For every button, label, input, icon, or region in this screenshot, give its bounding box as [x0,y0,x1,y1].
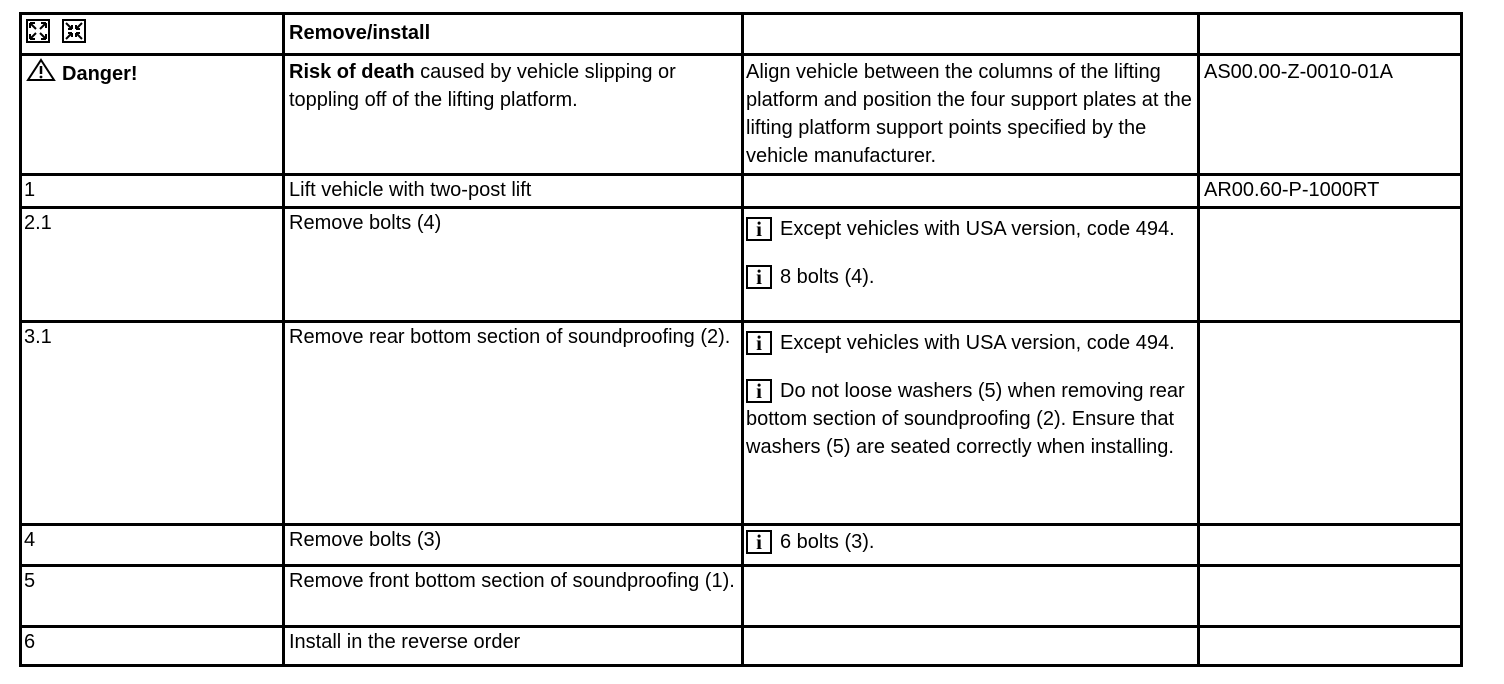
step-notes [743,208,1199,322]
table-row [21,627,1462,666]
procedure-table [19,12,1463,667]
step-number: 3.1 [21,322,284,525]
header-col3 [743,14,1199,55]
step-number: 5 [21,566,284,627]
step-ref [1199,525,1462,566]
header-title: Remove/install [284,14,743,55]
danger-label-cell [21,55,284,175]
step-action: Install in the reverse order [284,627,743,666]
header-icons-cell [21,14,284,55]
step-notes [743,525,1199,566]
info-icon: i [746,217,772,241]
danger-label: Danger! [62,63,138,85]
note-text: Except vehicles with USA version, code 494. [780,332,1175,354]
info-icon: i [746,530,772,554]
danger-row [21,55,1462,175]
risk-bold-text: Risk of death [289,61,415,83]
info-icon: i [746,331,772,355]
table-row [21,175,1462,208]
table-row [21,208,1462,322]
table-row [21,322,1462,525]
info-icon: i [746,265,772,289]
step-action: Lift vehicle with two-post lift [284,175,743,208]
step-action: Remove rear bottom section of soundproofing (2). [284,322,743,525]
info-note [746,215,1197,243]
risk-text: caused by vehicle slipping or toppling off of the lifting platform. [289,61,676,111]
info-note [746,528,1197,556]
step-number: 1 [21,175,284,208]
danger-note-cell: Align vehicle between the columns of the lifting platform and position the four support plates at the lifting platform support points specified by the vehicle manufacturer. [743,55,1199,175]
info-note [746,377,1197,461]
step-number: 4 [21,525,284,566]
header-row [21,14,1462,55]
warning-triangle-icon [26,58,56,90]
step-ref[interactable]: AR00.60-P-1000RT [1199,175,1462,208]
note-text: 6 bolts (3). [780,531,875,553]
table-row [21,566,1462,627]
step-ref [1199,322,1462,525]
step-ref [1199,566,1462,627]
step-action: Remove bolts (4) [284,208,743,322]
danger-risk-cell [284,55,743,175]
note-text: 8 bolts (4). [780,266,875,288]
step-notes [743,566,1199,627]
header-col4 [1199,14,1462,55]
step-notes [743,627,1199,666]
note-text: Do not loose washers (5) when removing rear bottom section of soundproofing (2). Ensure that washers (5) are seated correctly when installing. [746,380,1185,458]
danger-ref-cell[interactable]: AS00.00-Z-0010-01A [1199,55,1462,175]
step-notes [743,322,1199,525]
step-notes [743,175,1199,208]
info-note [746,263,1197,291]
step-ref [1199,627,1462,666]
table-row [21,525,1462,566]
note-text: Except vehicles with USA version, code 494. [780,218,1175,240]
info-note [746,329,1197,357]
step-action: Remove front bottom section of soundproofing (1). [284,566,743,627]
step-action: Remove bolts (3) [284,525,743,566]
collapse-arrows-icon[interactable] [62,19,86,43]
step-ref [1199,208,1462,322]
step-number: 6 [21,627,284,666]
expand-arrows-icon[interactable] [26,19,50,43]
step-number: 2.1 [21,208,284,322]
info-icon: i [746,379,772,403]
